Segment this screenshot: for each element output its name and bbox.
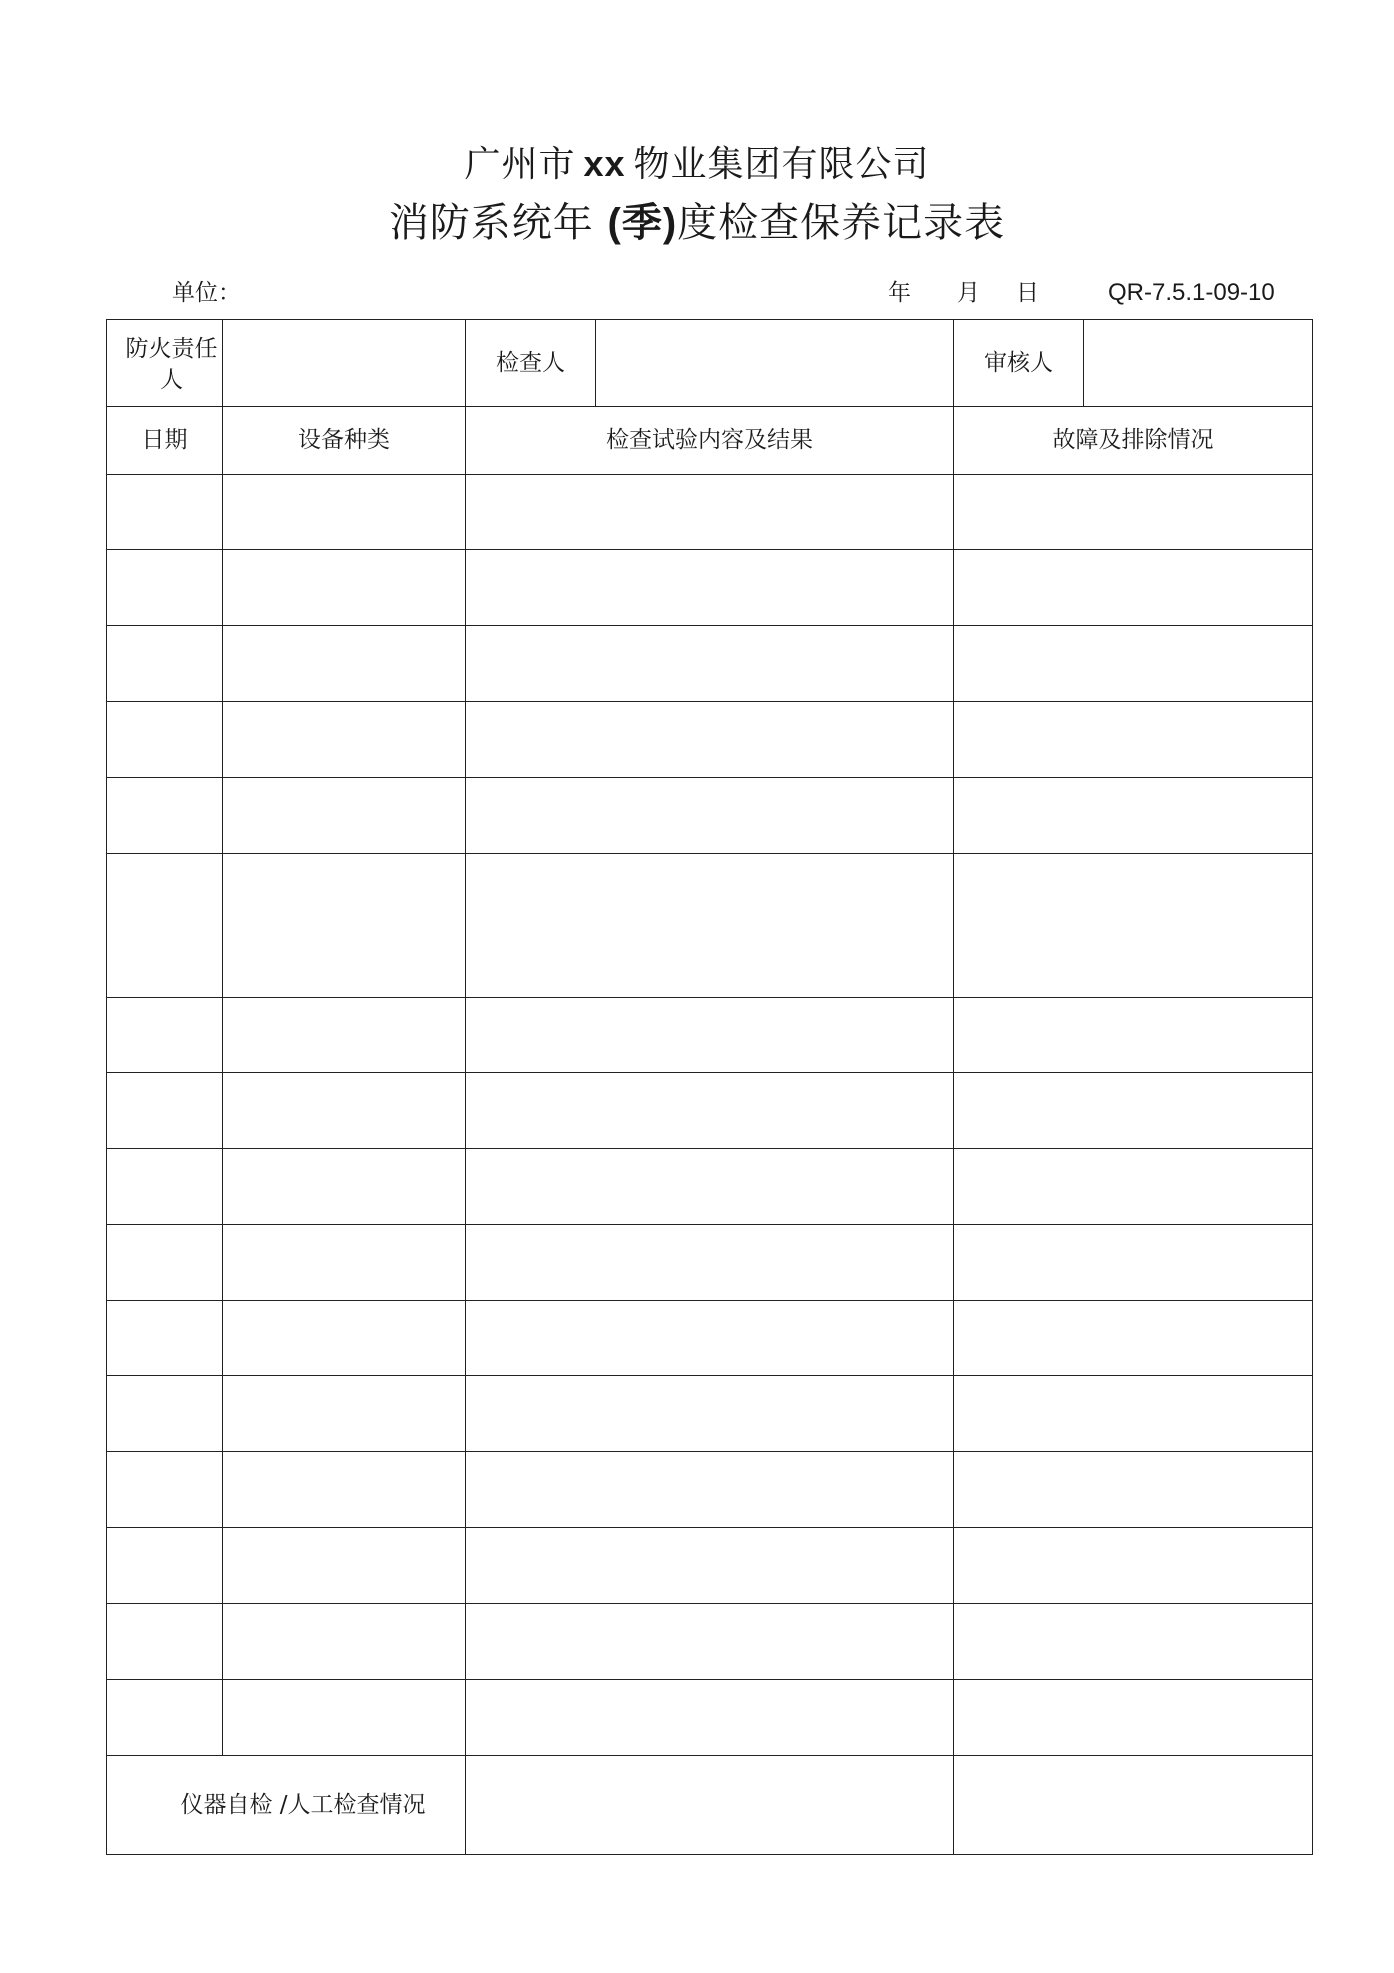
day-label: 日: [1016, 280, 1039, 306]
content-cell[interactable]: [466, 702, 954, 778]
signature-row: [107, 320, 1313, 407]
company-suffix: 物业集团有限公司: [633, 144, 930, 185]
table-row: [107, 998, 1313, 1073]
year-label: 年: [888, 280, 911, 306]
equipment-cell[interactable]: [223, 702, 466, 778]
content-cell[interactable]: [466, 1301, 954, 1376]
content-cell[interactable]: [466, 1680, 954, 1756]
table-row: [107, 626, 1313, 702]
equipment-cell[interactable]: [223, 1225, 466, 1301]
table-row: [107, 702, 1313, 778]
unit-label: 单位：: [172, 280, 241, 306]
reviewer-label: 审核人: [954, 320, 1084, 407]
date-cell[interactable]: [107, 778, 223, 854]
equipment-cell[interactable]: [223, 1376, 466, 1452]
fault-cell[interactable]: [954, 1452, 1313, 1528]
title-part2: 度检查保养记录表: [677, 200, 1006, 246]
date-cell[interactable]: [107, 626, 223, 702]
fault-cell[interactable]: [954, 1604, 1313, 1680]
content-cell[interactable]: [466, 626, 954, 702]
inspection-record-table: [106, 319, 1313, 1855]
content-cell[interactable]: [466, 778, 954, 854]
document-title: [0, 198, 1394, 248]
table-row: [107, 1073, 1313, 1149]
equipment-cell[interactable]: [223, 998, 466, 1073]
equipment-cell[interactable]: [223, 626, 466, 702]
date-cell[interactable]: [107, 854, 223, 998]
content-cell[interactable]: [466, 1225, 954, 1301]
fault-cell[interactable]: [954, 1301, 1313, 1376]
table-row: [107, 854, 1313, 998]
table-row: [107, 1149, 1313, 1225]
inspector-label: 检查人: [466, 320, 596, 407]
equipment-cell[interactable]: [223, 1149, 466, 1225]
table-row: [107, 1680, 1313, 1756]
fault-cell[interactable]: [954, 626, 1313, 702]
month-label: 月: [957, 280, 980, 306]
content-cell[interactable]: [466, 998, 954, 1073]
table-row: [107, 1604, 1313, 1680]
fault-cell[interactable]: [954, 1225, 1313, 1301]
fault-cell[interactable]: [954, 550, 1313, 626]
content-cell[interactable]: [466, 475, 954, 550]
equipment-cell[interactable]: [223, 1528, 466, 1604]
responsible-label: 防火责任人: [107, 320, 223, 407]
date-cell[interactable]: [107, 1680, 223, 1756]
table-row: [107, 1452, 1313, 1528]
company-placeholder: xx: [583, 143, 626, 184]
date-cell[interactable]: [107, 1528, 223, 1604]
summary-label: 仪器自检 /人工检查情况: [107, 1756, 466, 1855]
table-row: [107, 1376, 1313, 1452]
fault-cell[interactable]: [954, 1149, 1313, 1225]
fault-cell[interactable]: [954, 475, 1313, 550]
equipment-cell[interactable]: [223, 475, 466, 550]
date-cell[interactable]: [107, 1604, 223, 1680]
fault-cell[interactable]: [954, 998, 1313, 1073]
content-cell[interactable]: [466, 854, 954, 998]
table-row: [107, 1528, 1313, 1604]
date-cell[interactable]: [107, 1073, 223, 1149]
table-row: [107, 1225, 1313, 1301]
fault-cell[interactable]: [954, 1073, 1313, 1149]
date-cell[interactable]: [107, 702, 223, 778]
fault-cell[interactable]: [954, 1376, 1313, 1452]
table-row: [107, 1301, 1313, 1376]
fault-cell[interactable]: [954, 854, 1313, 998]
equipment-cell[interactable]: [223, 854, 466, 998]
date-cell[interactable]: [107, 1452, 223, 1528]
col-header-equipment-type: 设备种类: [223, 407, 466, 475]
inspector-value[interactable]: [596, 320, 954, 407]
title-part1: 消防系统年: [388, 200, 594, 246]
table-row: [107, 550, 1313, 626]
content-cell[interactable]: [466, 1452, 954, 1528]
equipment-cell[interactable]: [223, 1680, 466, 1756]
fault-cell[interactable]: [954, 1528, 1313, 1604]
summary-content-cell[interactable]: [466, 1756, 954, 1855]
content-cell[interactable]: [466, 1376, 954, 1452]
summary-row: [107, 1756, 1313, 1855]
equipment-cell[interactable]: [223, 1604, 466, 1680]
responsible-value[interactable]: [223, 320, 466, 407]
fault-cell[interactable]: [954, 778, 1313, 854]
content-cell[interactable]: [466, 1073, 954, 1149]
company-prefix: 广州市: [464, 144, 576, 185]
date-cell[interactable]: [107, 550, 223, 626]
equipment-cell[interactable]: [223, 550, 466, 626]
column-header-row: [107, 407, 1313, 475]
date-cell[interactable]: [107, 998, 223, 1073]
table-row: [107, 475, 1313, 550]
date-cell[interactable]: [107, 1301, 223, 1376]
equipment-cell[interactable]: [223, 1301, 466, 1376]
content-cell[interactable]: [466, 550, 954, 626]
date-cell[interactable]: [107, 1376, 223, 1452]
equipment-cell[interactable]: [223, 1452, 466, 1528]
content-cell[interactable]: [466, 1604, 954, 1680]
col-header-date: 日期: [107, 407, 223, 475]
content-cell[interactable]: [466, 1528, 954, 1604]
fault-cell[interactable]: [954, 702, 1313, 778]
title-paren: (季): [607, 201, 678, 245]
col-header-test-content: 检查试验内容及结果: [466, 407, 954, 475]
company-title: [0, 142, 1394, 187]
reviewer-value[interactable]: [1084, 320, 1313, 407]
summary-fault-cell[interactable]: [954, 1756, 1313, 1855]
equipment-cell[interactable]: [223, 1073, 466, 1149]
fault-cell[interactable]: [954, 1680, 1313, 1756]
date-cell[interactable]: [107, 475, 223, 550]
equipment-cell[interactable]: [223, 778, 466, 854]
content-cell[interactable]: [466, 1149, 954, 1225]
col-header-fault-handling: 故障及排除情况: [954, 407, 1313, 475]
table-row: [107, 778, 1313, 854]
date-cell[interactable]: [107, 1149, 223, 1225]
form-code: QR-7.5.1-09-10: [1108, 279, 1275, 306]
date-cell[interactable]: [107, 1225, 223, 1301]
